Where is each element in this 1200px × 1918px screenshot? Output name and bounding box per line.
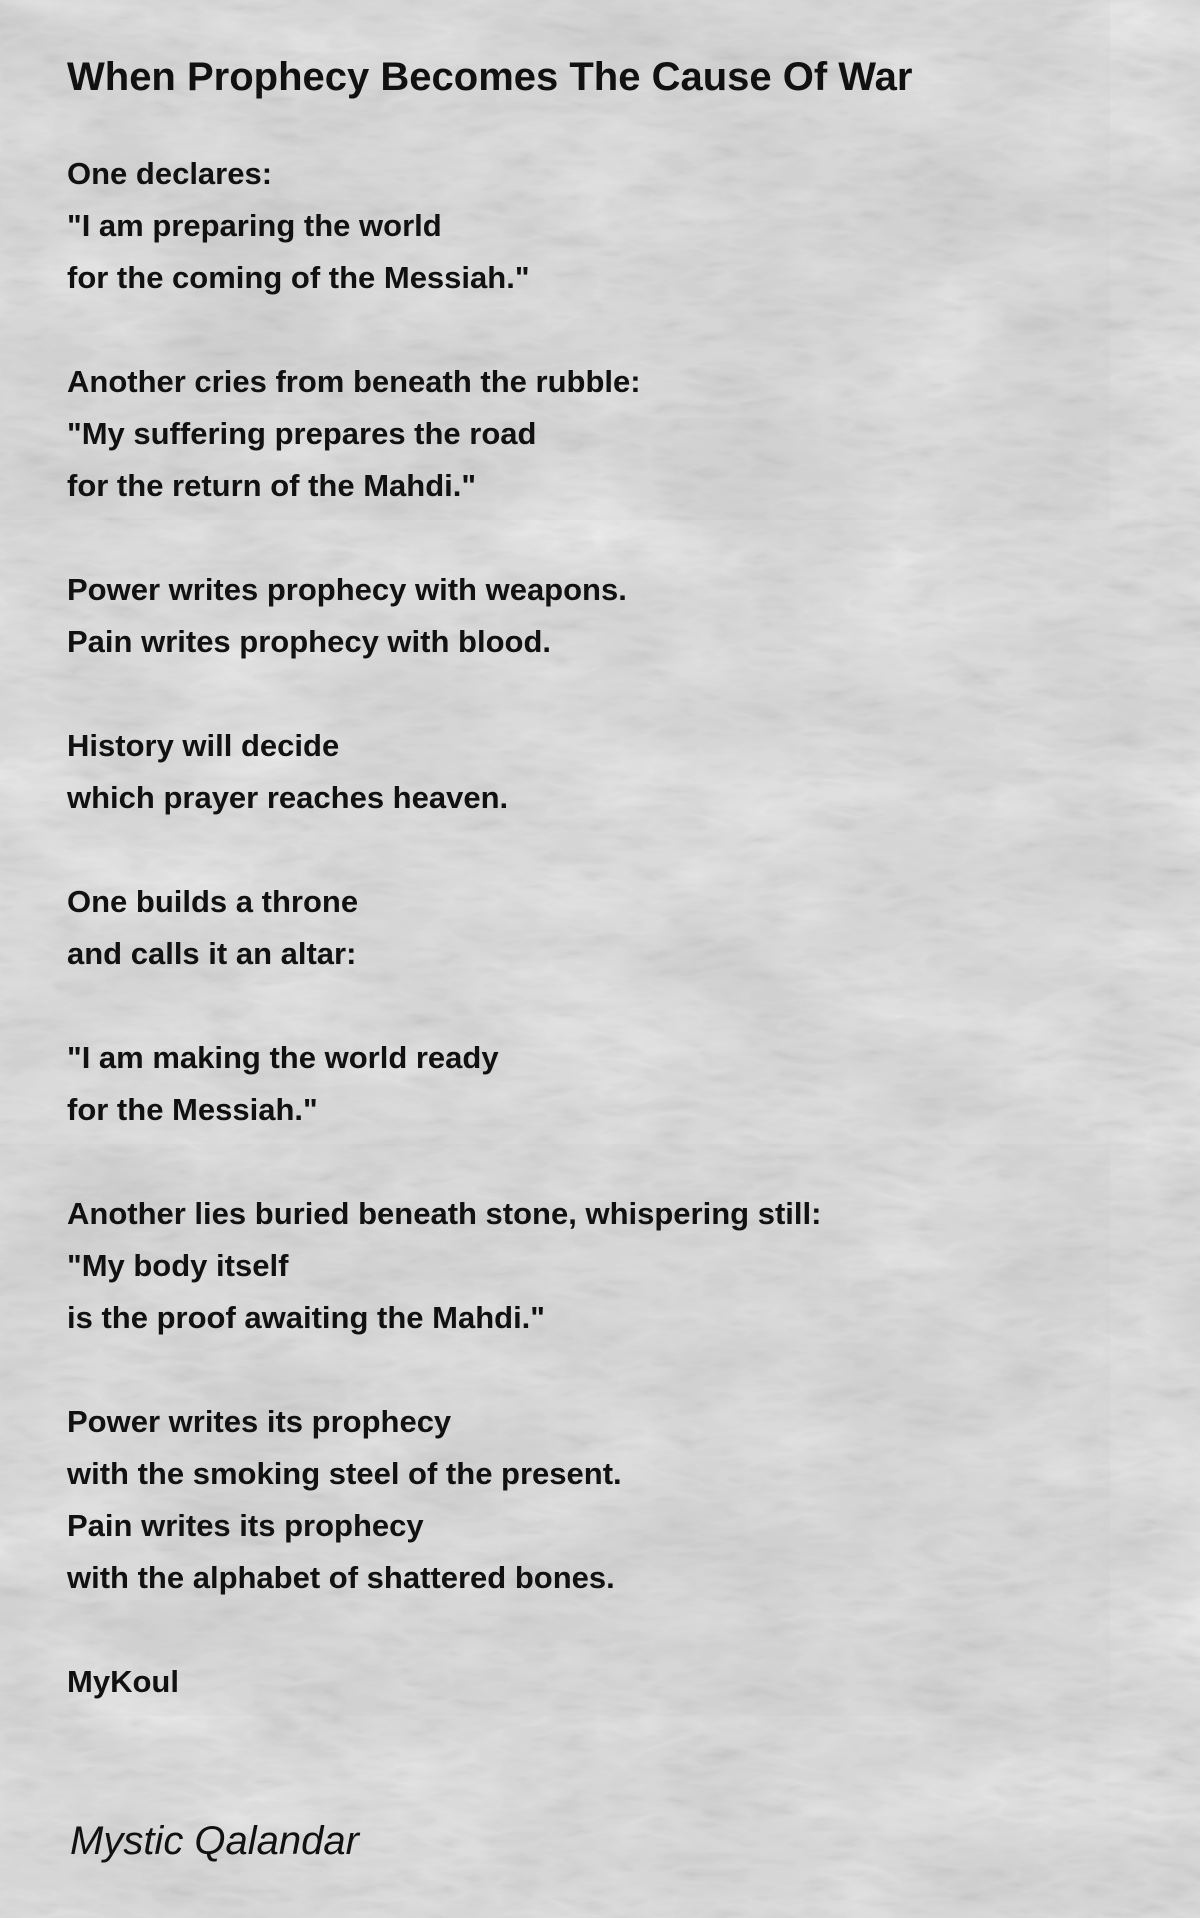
poem-line: Pain writes prophecy with blood. [67,624,551,659]
stanza [67,356,1127,512]
stanza [67,876,1127,980]
poem-title: When Prophecy Becomes The Cause Of War [67,55,913,99]
poem-line: "My body itself [67,1248,289,1283]
poem-line: Another cries from beneath the rubble: [67,364,641,399]
stanza [67,564,1127,668]
author-name: Mystic Qalandar [70,1819,359,1863]
poem-line: Another lies buried beneath stone, whispering still: [67,1196,822,1231]
poem-line: with the alphabet of shattered bones. [67,1560,615,1595]
poem-line: for the coming of the Messiah." [67,260,530,295]
poem-line: Power writes its prophecy [67,1404,452,1439]
poem-line: One declares: [67,156,273,191]
stanza [67,720,1127,824]
poem-line: One builds a throne [67,884,359,919]
poem-line: for the return of the Mahdi." [67,468,477,503]
stanza [67,1032,1127,1136]
poem-line: which prayer reaches heaven. [67,780,509,815]
poem-line: History will decide [67,728,340,763]
poem-signature: MyKoul [67,1664,179,1699]
poem-body [67,148,1127,1708]
poem-container [67,50,1127,104]
poem-line: Power writes prophecy with weapons. [67,572,627,607]
poem-line: Pain writes its prophecy [67,1508,424,1543]
poem-line: "I am preparing the world [67,208,442,243]
poem-line: with the smoking steel of the present. [67,1456,622,1491]
poem-line: "My suffering prepares the road [67,416,537,451]
poem-line: is the proof awaiting the Mahdi." [67,1300,545,1335]
poem-line: and calls it an altar: [67,936,357,971]
stanza [67,148,1127,304]
poem-line: for the Messiah." [67,1092,318,1127]
poem-line: "I am making the world ready [67,1040,499,1075]
stanza [67,1396,1127,1604]
stanza [67,1188,1127,1344]
